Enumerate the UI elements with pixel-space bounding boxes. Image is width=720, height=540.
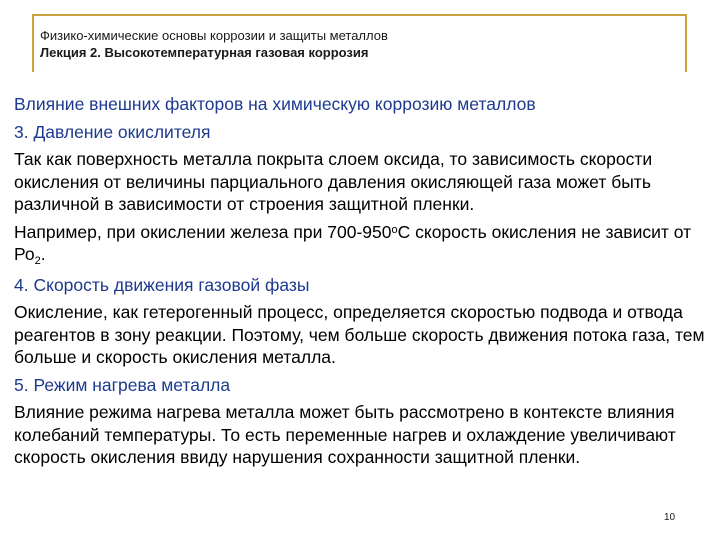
section-heading-5: 5. Режим нагрева металла — [14, 374, 231, 395]
header-frame-left — [32, 14, 34, 72]
paragraph-2-part-a: Например, при окислении железа при 700-950 — [14, 221, 392, 242]
paragraph-2-part-c: . — [40, 244, 46, 264]
section-heading-4: 4. Скорость движения газовой фазы — [14, 274, 310, 295]
paragraph-2 — [14, 221, 709, 269]
section-heading-3: 3. Давление окислителя — [14, 121, 211, 142]
paragraph-3: Окисление, как гетерогенный процесс, определяется скоростью подвода и отвода реагентов в зону реакции. Поэтому, чем больше скорость движения потока газа, тем больше и скорость окисления металла. — [14, 302, 705, 367]
slide-header — [40, 27, 680, 61]
slide-title: Влияние внешних факторов на химическую коррозию металлов — [14, 94, 536, 114]
degree-superscript: o — [391, 223, 398, 236]
slide-content — [14, 93, 709, 474]
subscript-2: 2 — [34, 255, 41, 267]
paragraph-4: Влияние режима нагрева металла может быть рассмотрено в контексте влияния колебаний температуры. То есть переменные нагрев и охлаждение увеличивают скорость окисления ввиду нарушения сохранности защитной пленки. — [14, 402, 676, 467]
paragraph-2-part-b: С скорость окисления не зависит от Ро — [14, 221, 692, 264]
course-title: Физико-химические основы коррозии и защиты металлов — [40, 28, 388, 43]
lecture-title: Лекция 2. Высокотемпературная газовая коррозия — [40, 45, 369, 60]
paragraph-1: Так как поверхность металла покрыта слоем оксида, то зависимость скорости окисления от величины парциального давления окисляющей газа может быть различной в зависимости от строения защитной пленки. — [14, 149, 653, 214]
page-number: 10 — [664, 512, 676, 523]
